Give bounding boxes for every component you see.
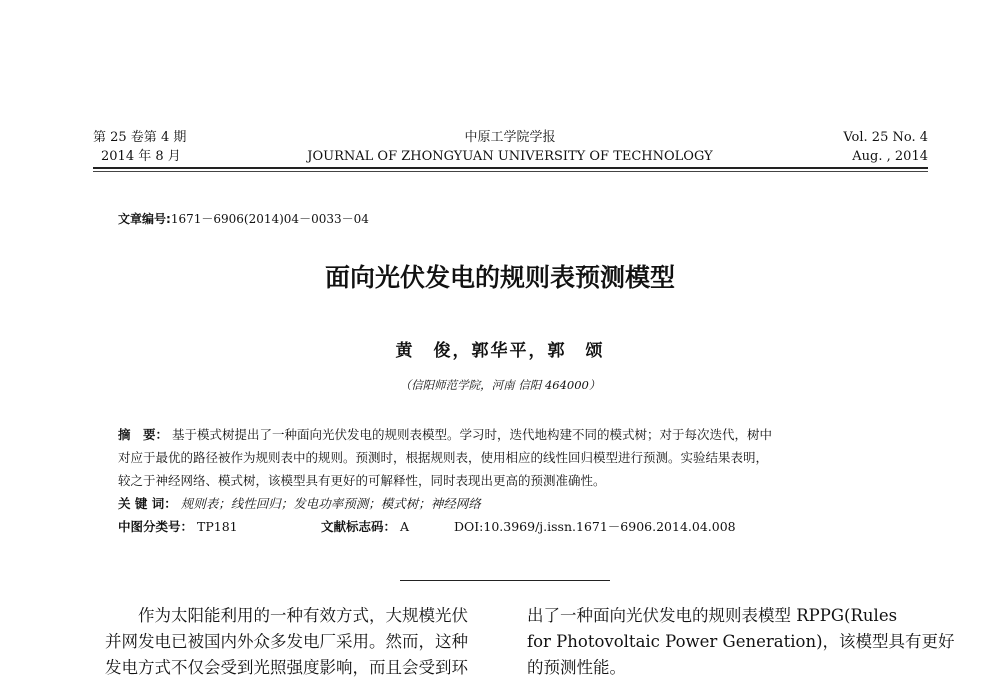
body-line: 作为太阳能利用的一种有效方式，大规模光伏: [105, 606, 468, 625]
journal-en: JOURNAL OF ZHONGYUAN UNIVERSITY OF TECHNOLOGY: [307, 149, 713, 164]
keywords-label: 关 键 词：: [118, 496, 177, 511]
header-rule-thin: [93, 171, 928, 172]
classification-label: 中图分类号：: [118, 519, 194, 534]
volume-en: Vol. 25 No. 4: [843, 130, 928, 145]
doc-code-value: A: [399, 519, 410, 534]
body-line: 的预测性能。: [527, 658, 626, 677]
article-number-label: 文章编号:: [118, 212, 171, 226]
paper-title: 面向光伏发电的规则表预测模型: [324, 263, 675, 292]
body-line: for Photovoltaic Power Generation)，该模型具有更好: [527, 632, 955, 651]
classification-value: TP181: [197, 519, 238, 534]
abstract-line: 对应于最优的路径被作为规则表中的规则。预测时，根据规则表，使用相应的线性回归模型进行预测。实验结果表明，: [118, 450, 769, 465]
abstract-line: 较之于神经网络、模式树，该模型具有更好的可解释性，同时表现出更高的预测准确性。: [118, 473, 606, 488]
section-divider: [400, 580, 610, 581]
keywords-value: 规则表；线性回归；发电功率预测；模式树；神经网络: [180, 496, 481, 511]
body-column-left: [105, 603, 468, 681]
header-rule: [93, 167, 928, 169]
affiliation: （信阳师范学院，河南 信阳 464000）: [399, 378, 601, 392]
body-line: 出了一种面向光伏发电的规则表模型 RPPG(Rules: [527, 606, 898, 625]
body-line: 发电方式不仅会受到光照强度影响，而且会受到环: [105, 658, 468, 677]
date-en: Aug. , 2014: [852, 149, 928, 164]
doc-code-label: 文献标志码：: [320, 519, 396, 534]
abstract-line: 基于模式树提出了一种面向光伏发电的规则表模型。学习时，迭代地构建不同的模式树；对于每次迭代，树中: [172, 427, 773, 442]
abstract: [118, 423, 772, 538]
abstract-label: 摘 要：: [118, 427, 169, 442]
body-line: 并网发电已被国内外众多发电厂采用。然而，这种: [105, 632, 468, 651]
authors: 黄 俊，郭华平，郭 颂: [395, 341, 605, 361]
body-column-right: [527, 603, 955, 681]
date-cn: 2014 年 8 月: [101, 149, 181, 164]
volume-cn: 第 25 卷第 4 期: [93, 130, 187, 145]
journal-name-block: [290, 128, 730, 166]
header-vol-en-block: [843, 128, 928, 166]
article-number-value: 1671－6906(2014)04－0033－04: [170, 212, 369, 226]
header-volume-block: [93, 128, 186, 166]
doi: DOI:10.3969/j.issn.1671－6906.2014.04.008: [453, 519, 736, 534]
article-number: [118, 210, 369, 227]
journal-cn: 中原工学院学报: [464, 130, 556, 145]
